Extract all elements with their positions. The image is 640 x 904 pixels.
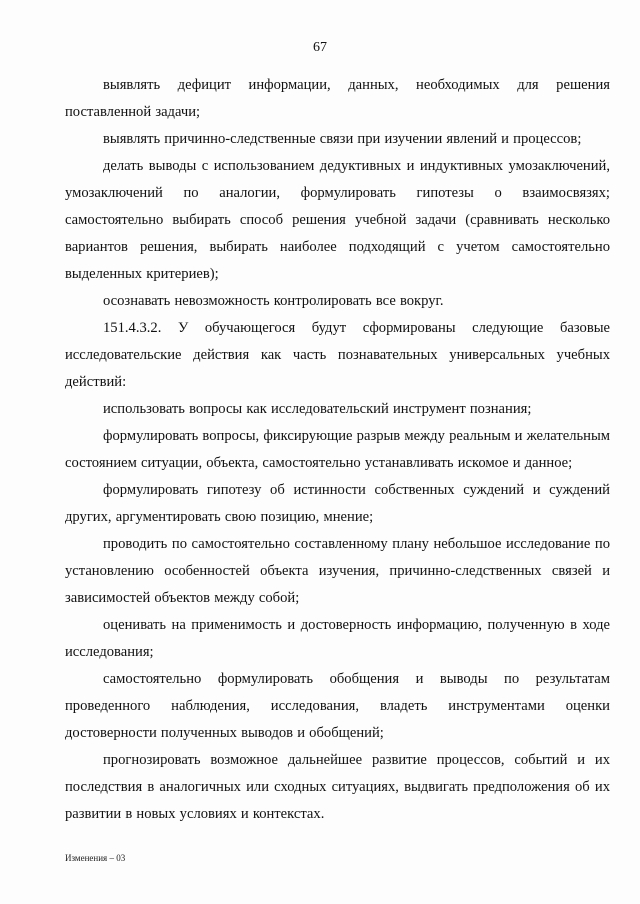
paragraph-9: проводить по самостоятельно составленному плану небольшое исследование по установлению особенностей объекта изучения, причинно-следственных связей и зависимостей объектов между собой; <box>65 536 610 606</box>
revision-footer: Изменения – 03 <box>65 853 126 863</box>
paragraph-11: самостоятельно формулировать обобщения и выводы по результатам проведенного наблюдения, исследования, владеть инструментами оценки достоверности полученных выводов и обобщений; <box>65 671 610 741</box>
paragraph-8: формулировать гипотезу об истинности собственных суждений и суждений других, аргументировать свою позицию, мнение; <box>65 482 610 525</box>
paragraph-12: прогнозировать возможное дальнейшее развитие процессов, событий и их последствия в аналогичных или сходных ситуациях, выдвигать предположения об их развитии в новых условиях и контекстах. <box>65 752 610 822</box>
paragraph-6: использовать вопросы как исследовательский инструмент познания; <box>103 401 532 417</box>
paragraph-2: выявлять причинно-следственные связи при изучении явлений и процессов; <box>103 131 582 147</box>
document-body <box>65 72 610 828</box>
page-number: 67 <box>313 40 327 55</box>
paragraph-1: выявлять дефицит информации, данных, необходимых для решения поставленной задачи; <box>65 77 610 120</box>
paragraph-5-section-151-4-3-2: 151.4.3.2. У обучающегося будут сформированы следующие базовые исследовательские действия как часть познавательных универсальных учебных действий: <box>65 320 610 390</box>
paragraph-10: оценивать на применимость и достоверность информацию, полученную в ходе исследования; <box>65 617 610 660</box>
paragraph-3: делать выводы с использованием дедуктивных и индуктивных умозаключений, умозаключений по аналогии, формулировать гипотезы о взаимосвязях; самостоятельно выбирать способ решения учебной задачи (сравнивать несколько вариантов решения, выбирать наиболее подходящий с учетом самостоятельно выделенных критериев); <box>65 158 610 282</box>
paragraph-7: формулировать вопросы, фиксирующие разрыв между реальным и желательным состоянием ситуации, объекта, самостоятельно устанавливать искомое и данное; <box>65 428 610 471</box>
paragraph-4: осознавать невозможность контролировать все вокруг. <box>103 293 444 309</box>
